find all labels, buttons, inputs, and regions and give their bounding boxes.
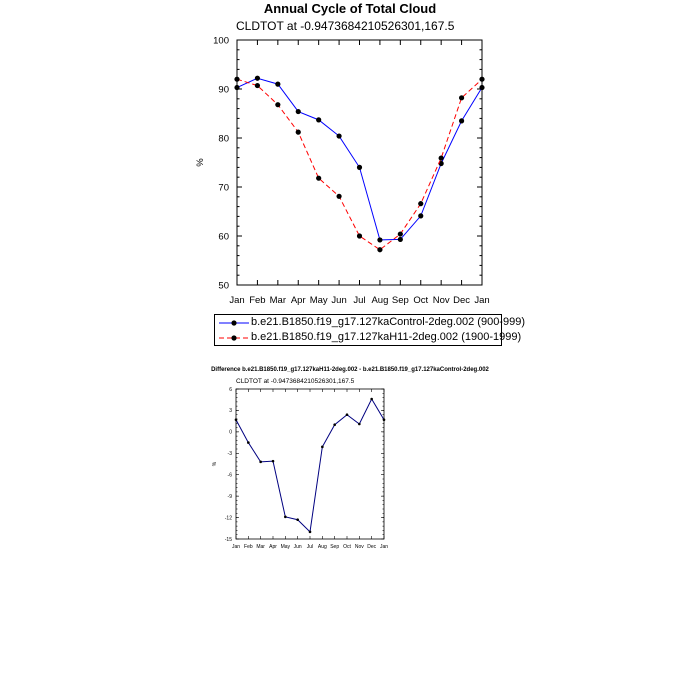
y-tick-label: 80: [218, 133, 229, 145]
y-tick-label: 60: [218, 231, 229, 243]
x-tick-label: Nov: [432, 295, 450, 306]
legend-label-control: b.e21.B1850.f19_g17.127kaControl-2deg.002 (900-999): [251, 316, 525, 328]
x-tick-label: Jan: [229, 295, 245, 306]
legend-label-h11: b.e21.B1850.f19_g17.127kaH11-2deg.002 (1900-1999): [251, 331, 522, 343]
x-tick-label: Jan: [379, 544, 389, 550]
data-point: [272, 460, 275, 463]
x-tick-label: Jul: [353, 295, 366, 306]
y-tick-label: -3: [227, 451, 232, 458]
difference-chart-title: Difference b.e21.B1850.f19_g17.127kaH11-2deg.002 - b.e21.B1850.f19_g17.127kaControl-2deg.002: [211, 367, 489, 373]
y-tick-label: 6: [229, 386, 232, 393]
y-tick-label: -6: [227, 472, 232, 479]
x-tick-label: Dec: [367, 544, 377, 550]
difference-chart-subtitle: CLDTOT at -0.9473684210526301,167.5: [236, 378, 355, 385]
x-tick-label: Mar: [256, 544, 265, 550]
data-point: [333, 423, 336, 426]
x-tick-label: Jun: [331, 295, 347, 306]
x-tick-label: Aug: [371, 295, 389, 306]
x-tick-label: Jan: [474, 295, 490, 306]
plot-frame: [236, 389, 384, 539]
x-tick-label: Dec: [453, 295, 471, 306]
y-tick-label: -9: [227, 493, 232, 500]
y-tick-label: 90: [218, 84, 229, 96]
data-point: [309, 531, 312, 534]
y-axis-label: %: [212, 461, 218, 467]
y-tick-label: -12: [224, 515, 232, 522]
data-point: [321, 446, 324, 449]
y-tick-label: -15: [224, 536, 232, 543]
y-tick-label: 3: [229, 408, 232, 415]
y-tick-label: 50: [218, 280, 229, 292]
x-tick-label: Jun: [293, 544, 302, 550]
data-point: [235, 418, 238, 421]
x-tick-label: Apr: [269, 544, 277, 550]
y-tick-label: 0: [229, 429, 232, 436]
chart-subtitle: CLDTOT at -0.9473684210526301,167.5: [236, 19, 455, 33]
y-tick-label: 100: [213, 35, 229, 47]
data-point: [259, 461, 262, 464]
x-tick-label: Mar: [269, 295, 287, 306]
data-point: [284, 516, 287, 519]
x-tick-label: Nov: [354, 544, 364, 550]
x-tick-label: Sep: [330, 544, 340, 550]
y-axis-label: %: [195, 158, 206, 167]
x-tick-label: May: [309, 295, 328, 306]
x-tick-label: Oct: [413, 295, 429, 306]
data-point: [370, 398, 373, 401]
data-point: [383, 418, 386, 421]
x-tick-label: Aug: [317, 544, 327, 550]
x-tick-label: Sep: [391, 295, 409, 306]
x-tick-label: May: [280, 544, 291, 550]
x-tick-label: Jul: [306, 544, 314, 550]
series-line-0: [236, 399, 384, 532]
data-point: [247, 441, 250, 444]
data-point: [296, 518, 299, 521]
x-tick-label: Feb: [244, 544, 253, 550]
data-point: [358, 423, 361, 426]
data-point: [346, 413, 349, 416]
x-tick-label: Apr: [290, 295, 306, 306]
x-tick-label: Feb: [249, 295, 266, 306]
y-tick-label: 70: [218, 182, 229, 194]
x-tick-label: Jan: [231, 544, 241, 550]
chart-title: Annual Cycle of Total Cloud: [263, 1, 437, 16]
x-tick-label: Oct: [343, 544, 351, 550]
